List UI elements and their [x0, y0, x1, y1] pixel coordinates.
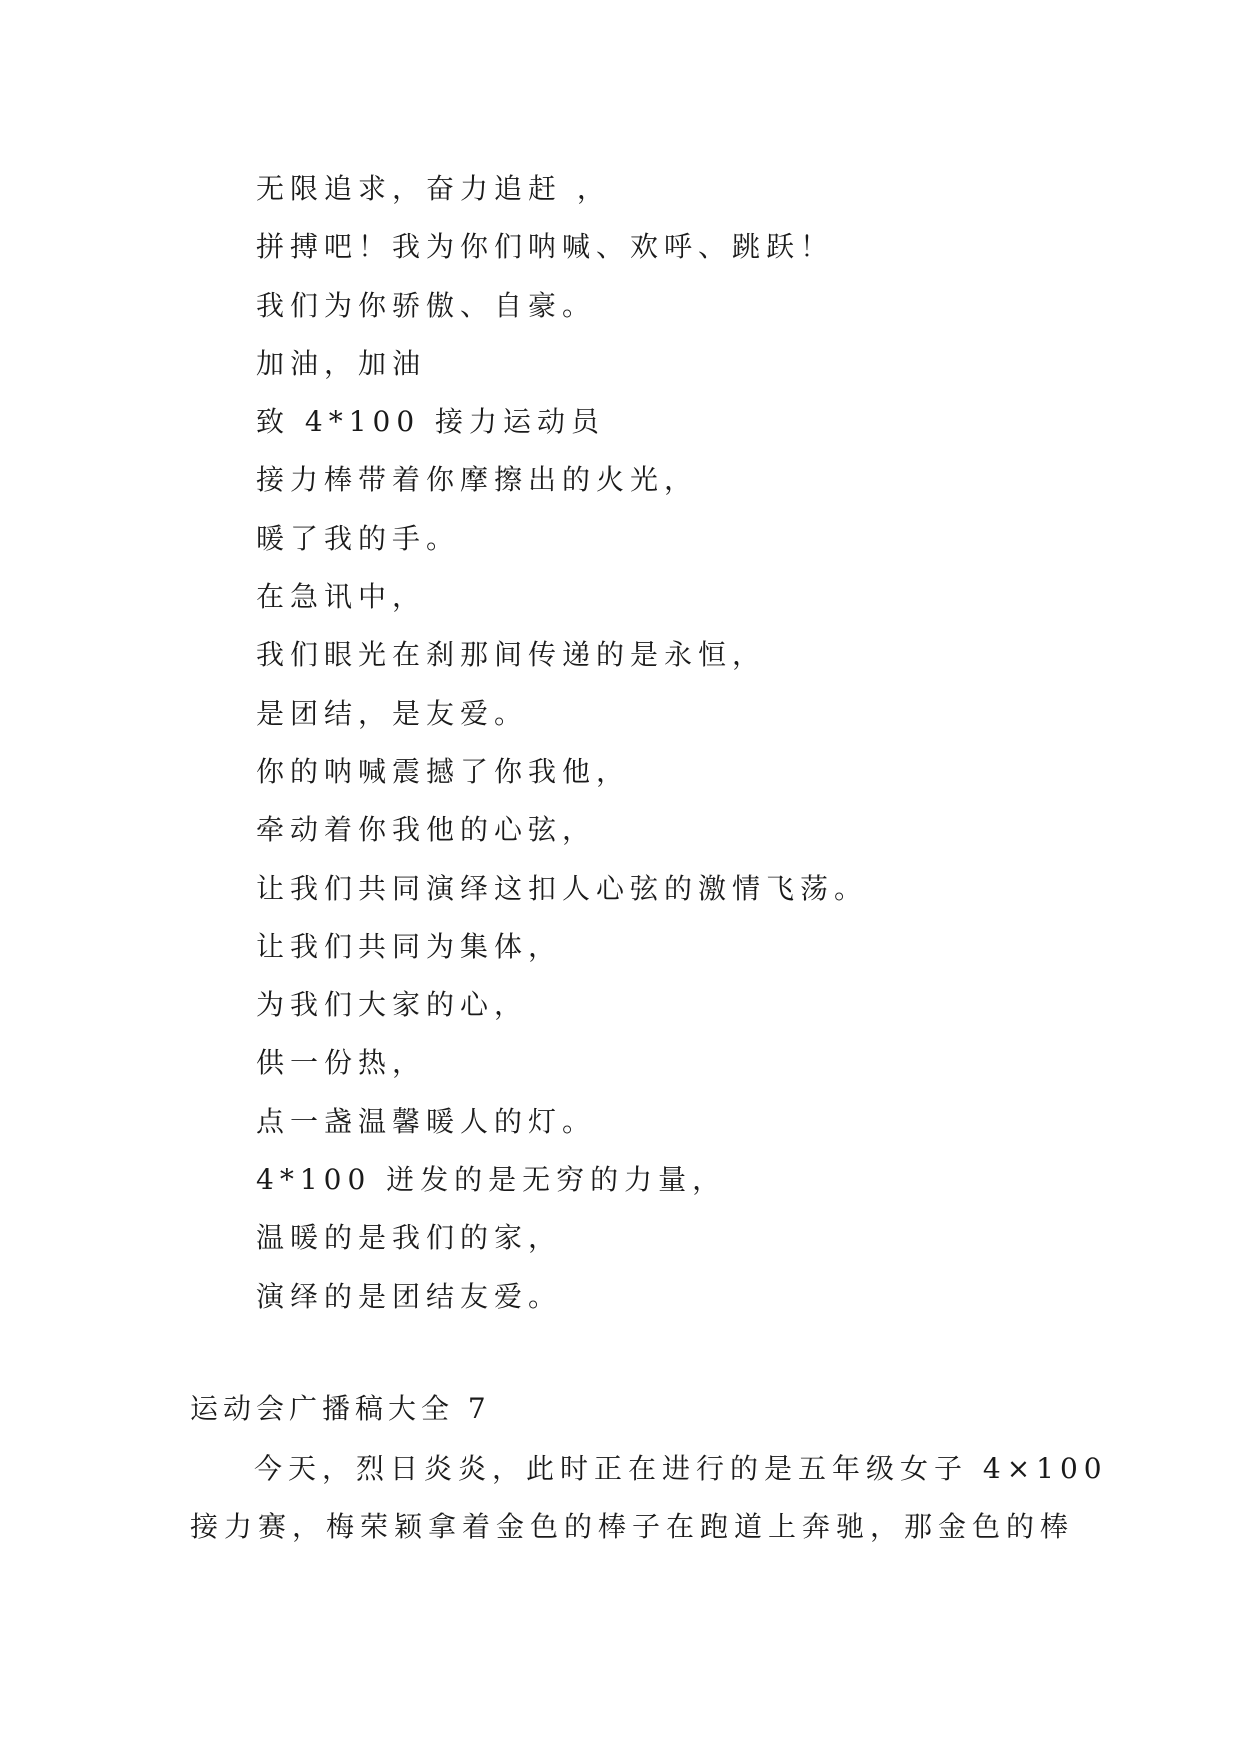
- poem-line: 为我们大家的心，: [256, 988, 529, 1022]
- poem-line: 温暖的是我们的家，: [256, 1221, 563, 1255]
- body-paragraph: [190, 1440, 1108, 1556]
- poem-line: 点一盏温馨暖人的灯。: [256, 1104, 597, 1138]
- poem-line: 让我们共同为集体，: [256, 929, 563, 963]
- poem-line: 4*100 迸发的是无穷的力量，: [256, 1163, 727, 1197]
- poem-line: 在急讯中，: [256, 580, 427, 614]
- poem-line: 演绎的是团结友爱。: [256, 1279, 563, 1313]
- poem: [256, 160, 868, 1326]
- section-title: 运动会广播稿大全 7: [190, 1392, 491, 1425]
- poem-line: 无限追求，奋力追赶 ，: [256, 172, 611, 205]
- poem-line: 让我们共同演绎这扣人心弦的激情飞荡。: [256, 871, 869, 905]
- poem-line: 拼搏吧！我为你们呐喊、欢呼、跳跃！: [256, 230, 835, 264]
- poem-line: 你的呐喊震撼了你我他，: [256, 754, 631, 788]
- paragraph-line: 接力赛，梅荣颖拿着金色的棒子在跑道上奔驰，那金色的棒: [190, 1510, 1075, 1543]
- poem-line: 是团结，是友爱。: [256, 696, 529, 730]
- poem-line: 供一份热，: [256, 1046, 427, 1080]
- poem-line: 致 4*100 接力运动员: [256, 405, 606, 439]
- poem-line: 我们为你骄傲、自豪。: [256, 288, 597, 322]
- poem-line: 我们眼光在刹那间传递的是永恒，: [256, 638, 767, 672]
- poem-line: 暖了我的手。: [256, 521, 461, 555]
- paragraph-line: 今天，烈日炎炎，此时正在进行的是五年级女子 4×100: [254, 1452, 1108, 1485]
- poem-line: 牵动着你我他的心弦，: [256, 813, 597, 847]
- poem-line: 加油，加油: [256, 346, 427, 380]
- poem-line: 接力棒带着你摩擦出的火光，: [256, 463, 699, 497]
